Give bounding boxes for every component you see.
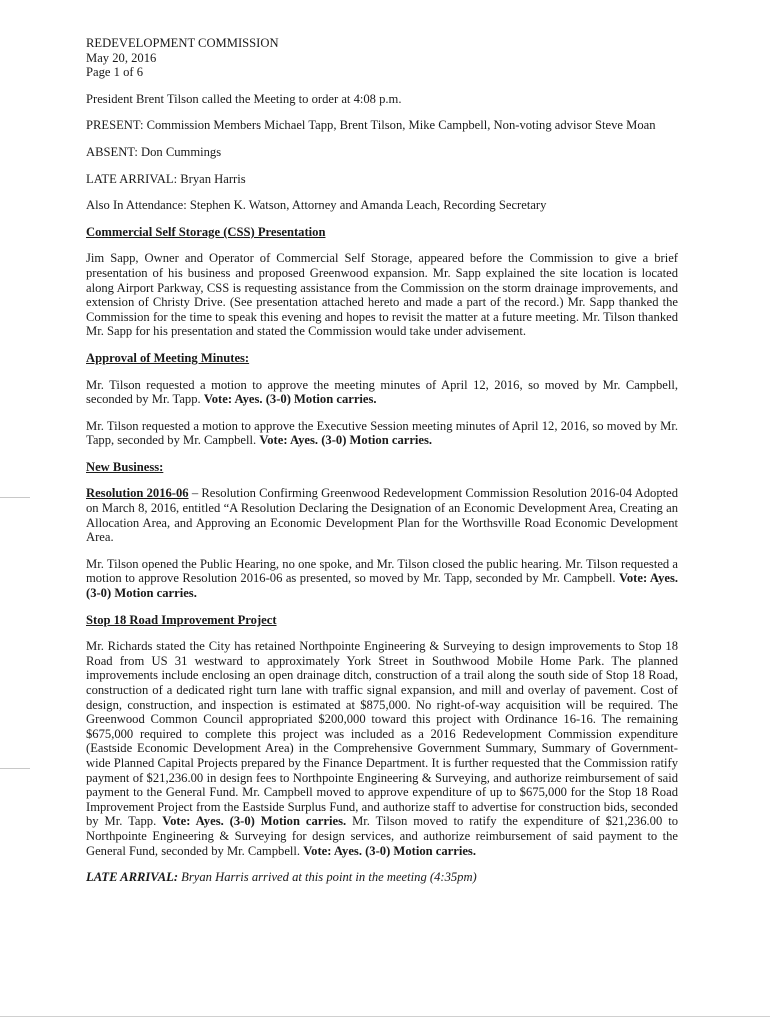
minutes-vote-1: Vote: Ayes. (3-0) Motion carries. [203, 392, 377, 407]
minutes-paragraph-1 [86, 378, 678, 407]
present-list: PRESENT: Commission Members Michael Tapp, Brent Tilson, Mike Campbell, Non-voting advisor Steve Moan [86, 118, 656, 133]
public-hearing-vote: Vote: Ayes. (3-0) Motion carries. [86, 571, 679, 601]
stop18-body: Mr. Richards stated the City has retained Northpointe Engineering & Surveying to design improvements to Stop 18 Road from US 31 westward to approximately York Street in Southwood Mobile Home Park. The planned improvements include enclosing an open drainage ditch, construction of a trail along the south side of Stop 18 Road, construction of a dedicated right turn lane with traffic signal expansion, and mill and overlay of pavement. Cost of design, construction, and inspection is estimated at $875,000. No right-of-way acquisition will be required. The Greenwood Common Council appropriated $200,000 toward this project with Ordinance 16-16. The remaining $675,000 required to complete this project was included as a 2016 Redevelopment Commission expenditure (Eastside Economic Development Area) in the Comprehensive Government Summary, Summary of Government-wide Planned Capital Projects prepared by the Finance Department. It is further requested that the Commission ratify payment of $21,236.00 in design fees to Northpointe Engineering & Surveying, and authorize reimbursement of said payment to the General Fund. Mr. Campbell moved to approve expenditure of up to $675,000 for the Stop 18 Road Improvement Project from the Eastside Surplus Fund, and authorize staff to advertise for construction bids, seconded by Mr. Tapp. [86, 639, 678, 829]
resolution-text: – Resolution Confirming Greenwood Redevelopment Commission Resolution 2016-04 Adopted on March 8, 2016, entitled “A Resolution Declaring the Designation of an Economic Development Area, Creating an Allocation Area, and Approving an Economic Development Plan for the Worthsville Road Economic Development Area. [86, 486, 678, 545]
css-paragraph: Jim Sapp, Owner and Operator of Commercial Self Storage, appeared before the Commission to give a brief presentation of his business and proposed Greenwood expansion. Mr. Sapp explained the site location is located along Airport Parkway, CSS is requesting assistance from the Commission on the storm drainage improvements, and extension of Christy Drive. (See presentation attached hereto and made a part of the record.) Mr. Sapp thanked the Commission for the time to speak this evening and hopes to revisit the matter at a future meeting. Mr. Tilson thanked Mr. Sapp for his presentation and stated the Commission would take under advisement. [86, 251, 678, 339]
resolution-paragraph [86, 486, 678, 544]
meeting-date: May 20, 2016 [86, 50, 157, 65]
stop18-vote-2: Vote: Ayes. (3-0) Motion carries. [303, 843, 476, 858]
document-header [86, 36, 678, 80]
minutes-heading: Approval of Meeting Minutes: [86, 350, 250, 365]
stop18-body-2: Mr. Tilson moved to ratify the expenditure of $21,236.00 to Northpointe Engineering & Surveying for design services, and authorize reimbursement of said payment to the General Fund, seconded by Mr. Campbell. [86, 814, 679, 858]
minutes-motion-2: Mr. Tilson requested a motion to approve the Executive Session meeting minutes of April 12, 2016, so moved by Mr. Tapp, seconded by Mr. Campbell. [86, 418, 678, 448]
late-arrival-note [86, 870, 678, 885]
stop18-paragraph [86, 639, 678, 858]
new-business-heading: New Business: [86, 459, 164, 474]
stop18-heading: Stop 18 Road Improvement Project [86, 612, 277, 627]
page-number: Page 1 of 6 [86, 65, 144, 80]
late-arrival-list: LATE ARRIVAL: Bryan Harris [86, 171, 246, 186]
css-heading: Commercial Self Storage (CSS) Presentation [86, 224, 326, 239]
margin-mark [0, 768, 30, 769]
attendance-list: Also In Attendance: Stephen K. Watson, Attorney and Amanda Leach, Recording Secretary [86, 198, 547, 213]
late-arrival-label: LATE ARRIVAL: [86, 870, 179, 885]
stop18-vote-1: Vote: Ayes. (3-0) Motion carries. [162, 814, 347, 829]
minutes-motion-1: Mr. Tilson requested a motion to approve the meeting minutes of April 12, 2016, so moved by Mr. Campbell, seconded by Mr. Tapp. [86, 377, 678, 407]
absent-list: ABSENT: Don Cummings [86, 144, 222, 159]
minutes-paragraph-2 [86, 419, 678, 448]
call-to-order: President Brent Tilson called the Meeting to order at 4:08 p.m. [86, 91, 402, 106]
page-bottom-rule [0, 1016, 770, 1017]
public-hearing-text: Mr. Tilson opened the Public Hearing, no one spoke, and Mr. Tilson closed the public hearing. Mr. Tilson requested a motion to approve Resolution 2016-06 as presented, so moved by Mr. Tapp, seconded by Mr. Campbell. [86, 556, 678, 586]
margin-mark [0, 497, 30, 498]
org-name: REDEVELOPMENT COMMISSION [86, 36, 279, 50]
public-hearing-paragraph [86, 557, 678, 601]
minutes-vote-2: Vote: Ayes. (3-0) Motion carries. [259, 433, 433, 448]
late-arrival-text: Bryan Harris arrived at this point in the meeting (4:35pm) [178, 870, 477, 885]
resolution-label: Resolution 2016-06 [86, 486, 189, 501]
